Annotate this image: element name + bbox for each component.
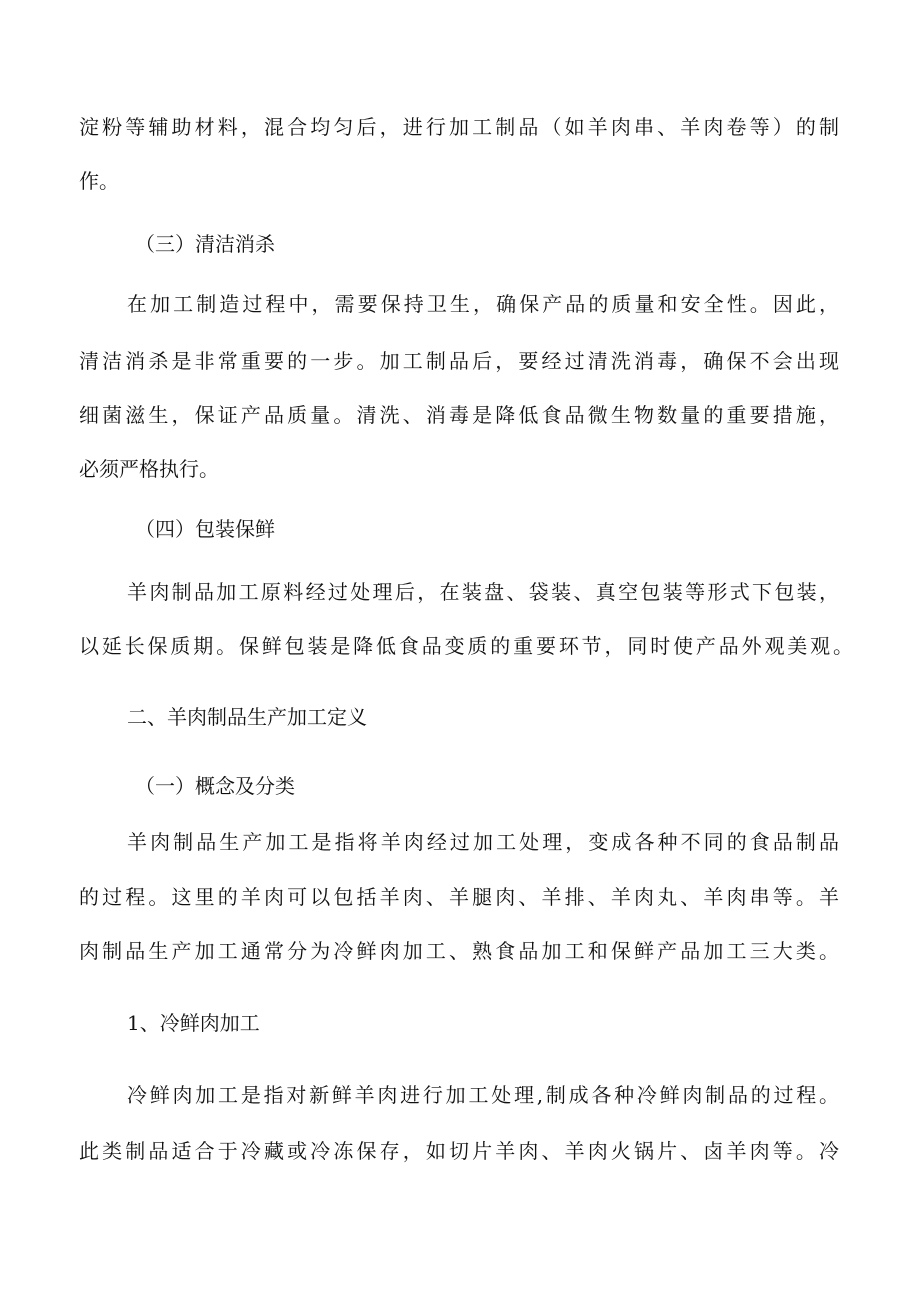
- paragraph-line: 在加工制造过程中，需要保持卫生，确保产品的质量和安全性。因此，: [127, 292, 839, 316]
- section-heading-packaging: （四）包装保鲜: [135, 517, 275, 541]
- chapter-heading-definition: 二、羊肉制品生产加工定义: [127, 705, 367, 729]
- paragraph-line: 冷鲜肉加工是指对新鲜羊肉进行加工处理,制成各种冷鲜肉制品的过程。: [127, 1083, 839, 1107]
- paragraph-line: 的过程。这里的羊肉可以包括羊肉、羊腿肉、羊排、羊肉丸、羊肉串等。羊: [79, 885, 839, 909]
- paragraph-line: 细菌滋生，保证产品质量。清洗、消毒是降低食品微生物数量的重要措施，: [79, 403, 839, 427]
- paragraph-line: 清洁消杀是非常重要的一步。加工制品后，要经过清洗消毒，确保不会出现: [79, 349, 839, 373]
- paragraph-line: 作。: [79, 169, 119, 193]
- paragraph-line: 羊肉制品生产加工是指将羊肉经过加工处理，变成各种不同的食品制品: [127, 830, 839, 854]
- section-heading-cleaning: （三）清洁消杀: [135, 232, 275, 256]
- paragraph-line: 以延长保质期。保鲜包装是降低食品变质的重要环节，同时使产品外观美观。: [79, 634, 853, 658]
- paragraph-line: 淀粉等辅助材料，混合均匀后，进行加工制品（如羊肉串、羊肉卷等）的制: [79, 115, 839, 139]
- paragraph-line: 肉制品生产加工通常分为冷鲜肉加工、熟食品加工和保鲜产品加工三大类。: [79, 939, 839, 963]
- paragraph-line: 此类制品适合于冷藏或冷冻保存，如切片羊肉、羊肉火锅片、卤羊肉等。冷: [79, 1139, 839, 1163]
- section-heading-concept: （一）概念及分类: [135, 774, 295, 798]
- subsection-heading-chilled-meat: 1、冷鲜肉加工: [127, 1011, 260, 1035]
- paragraph-line: 羊肉制品加工原料经过处理后，在装盘、袋装、真空包装等形式下包装，: [127, 580, 839, 604]
- paragraph-line: 必须严格执行。: [79, 457, 219, 481]
